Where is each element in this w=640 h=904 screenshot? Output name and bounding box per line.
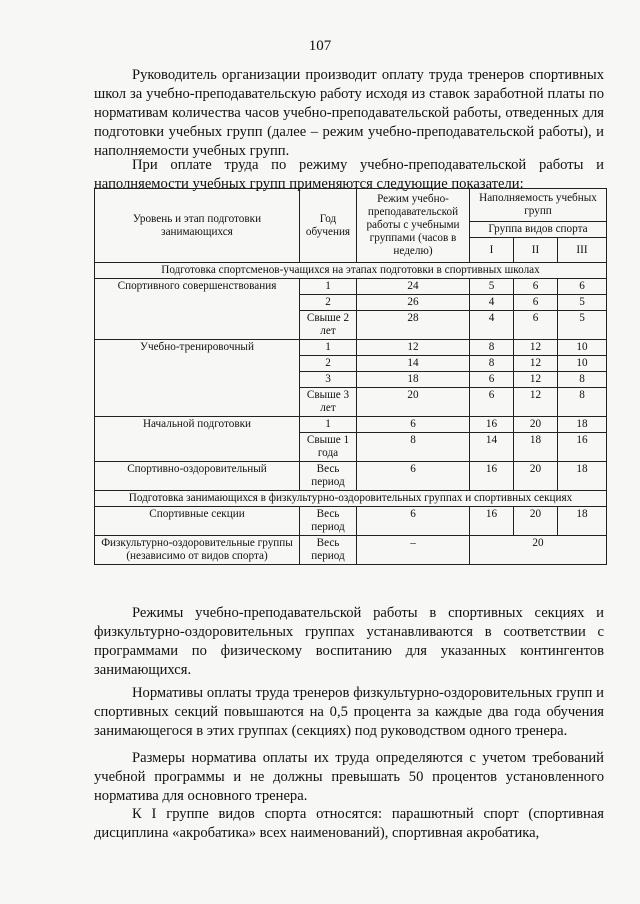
cell-hours: 6 bbox=[357, 417, 470, 433]
cell-g1: 4 bbox=[470, 295, 514, 311]
level-fitness-groups: Физкультурно-оздоровительные группы (независимо от видов спорта) bbox=[95, 536, 300, 565]
header-year: Год обучения bbox=[300, 189, 357, 263]
cell-g2: 12 bbox=[514, 388, 558, 417]
cell-hours: 12 bbox=[357, 340, 470, 356]
cell-hours: 26 bbox=[357, 295, 470, 311]
cell-g3: 8 bbox=[558, 372, 607, 388]
cell-g3: 6 bbox=[558, 279, 607, 295]
cell-g3: 10 bbox=[558, 340, 607, 356]
level-initial: Начальной подготовки bbox=[95, 417, 300, 462]
level-sport-perfection: Спортивного совершенствования bbox=[95, 279, 300, 340]
cell-hours: – bbox=[357, 536, 470, 565]
cell-hours: 14 bbox=[357, 356, 470, 372]
header-group-2: II bbox=[514, 238, 558, 263]
cell-year: 2 bbox=[300, 356, 357, 372]
paragraph-norm-size: Размеры норматива оплаты их труда определяются с учетом требований учебной программы и не должны превышать 50 процентов установленного норматива для основного тренера. bbox=[94, 750, 604, 804]
header-group-3: III bbox=[558, 238, 607, 263]
section-sport-schools: Подготовка спортсменов-учащихся на этапах подготовки в спортивных школах bbox=[95, 263, 607, 279]
cell-year: 1 bbox=[300, 279, 357, 295]
cell-g3: 16 bbox=[558, 433, 607, 462]
cell-hours: 20 bbox=[357, 388, 470, 417]
cell-g3: 18 bbox=[558, 462, 607, 491]
paragraph-norms: Нормативы оплаты труда тренеров физкультурно-оздоровительных групп и спортивных секций повышаются на 0,5 процента за каждые два года обучения занимающегося в этих группах (секциях) под руководством одного тренера. bbox=[94, 685, 604, 739]
cell-year: 3 bbox=[300, 372, 357, 388]
cell-g1: 8 bbox=[470, 356, 514, 372]
cell-fill-all: 20 bbox=[470, 536, 607, 565]
cell-g2: 20 bbox=[514, 507, 558, 536]
cell-hours: 6 bbox=[357, 507, 470, 536]
cell-g3: 5 bbox=[558, 311, 607, 340]
section-fitness-groups: Подготовка занимающихся в физкультурно-оздоровительных группах и спортивных секциях bbox=[95, 491, 607, 507]
paragraph-sport-groups: К I группе видов спорта относятся: парашютный спорт (спортивная дисциплина «акробатика» всех наименований), спортивная акробатика, bbox=[94, 806, 604, 841]
cell-g2: 20 bbox=[514, 417, 558, 433]
cell-g1: 16 bbox=[470, 417, 514, 433]
cell-g3: 8 bbox=[558, 388, 607, 417]
paragraph-indicators-intro: При оплате труда по режиму учебно-преподавательской работы и наполняемости учебных групп применяются следующие показатели: bbox=[94, 157, 604, 192]
cell-hours: 24 bbox=[357, 279, 470, 295]
cell-g2: 12 bbox=[514, 372, 558, 388]
cell-g1: 4 bbox=[470, 311, 514, 340]
cell-hours: 6 bbox=[357, 462, 470, 491]
page-number: 107 bbox=[308, 38, 332, 54]
paragraph-payment-basis: Руководитель организации производит оплату труда тренеров спортивных школ за учебно-преподавательскую работу исходя из ставок заработной платы по нормативам количества часов учебно-преподавательской работы, отведенных для подготовки учебных групп (далее – режим учебно-преподавательской работы), и наполняемости учебных групп. bbox=[94, 67, 604, 159]
cell-g2: 6 bbox=[514, 279, 558, 295]
header-group-1: I bbox=[470, 238, 514, 263]
level-training: Учебно-тренировочный bbox=[95, 340, 300, 417]
header-level: Уровень и этап подготовки занимающихся bbox=[95, 189, 300, 263]
cell-g1: 8 bbox=[470, 340, 514, 356]
cell-year: 1 bbox=[300, 417, 357, 433]
cell-hours: 18 bbox=[357, 372, 470, 388]
cell-g1: 6 bbox=[470, 372, 514, 388]
cell-g3: 18 bbox=[558, 507, 607, 536]
cell-g3: 5 bbox=[558, 295, 607, 311]
cell-year: Свыше 1 года bbox=[300, 433, 357, 462]
cell-g2: 12 bbox=[514, 356, 558, 372]
cell-year: 2 bbox=[300, 295, 357, 311]
level-sport-health: Спортивно-оздоровительный bbox=[95, 462, 300, 491]
header-group: Группа видов спорта bbox=[470, 222, 607, 238]
cell-g1: 5 bbox=[470, 279, 514, 295]
cell-g3: 18 bbox=[558, 417, 607, 433]
cell-hours: 28 bbox=[357, 311, 470, 340]
cell-g3: 10 bbox=[558, 356, 607, 372]
cell-hours: 8 bbox=[357, 433, 470, 462]
cell-g2: 20 bbox=[514, 462, 558, 491]
cell-year: 1 bbox=[300, 340, 357, 356]
cell-g1: 16 bbox=[470, 507, 514, 536]
indicators-table bbox=[94, 188, 607, 565]
cell-year: Свыше 3 лет bbox=[300, 388, 357, 417]
cell-year: Весь период bbox=[300, 536, 357, 565]
cell-g1: 14 bbox=[470, 433, 514, 462]
header-regime: Режим учебно-преподавательской работы с учебными группами (часов в неделю) bbox=[357, 189, 470, 263]
cell-g2: 18 bbox=[514, 433, 558, 462]
cell-year: Весь период bbox=[300, 462, 357, 491]
cell-year: Свыше 2 лет bbox=[300, 311, 357, 340]
paragraph-regimes: Режимы учебно-преподавательской работы в спортивных секциях и физкультурно-оздоровительных группах устанавливаются в соответствии с программами по физическому воспитанию для указанных контингентов занимающихся. bbox=[94, 605, 604, 678]
cell-g1: 6 bbox=[470, 388, 514, 417]
cell-g2: 6 bbox=[514, 295, 558, 311]
level-sport-sections: Спортивные секции bbox=[95, 507, 300, 536]
cell-g2: 12 bbox=[514, 340, 558, 356]
cell-g1: 16 bbox=[470, 462, 514, 491]
cell-g2: 6 bbox=[514, 311, 558, 340]
cell-year: Весь период bbox=[300, 507, 357, 536]
header-fill: Наполняемость учебных групп bbox=[470, 189, 607, 222]
